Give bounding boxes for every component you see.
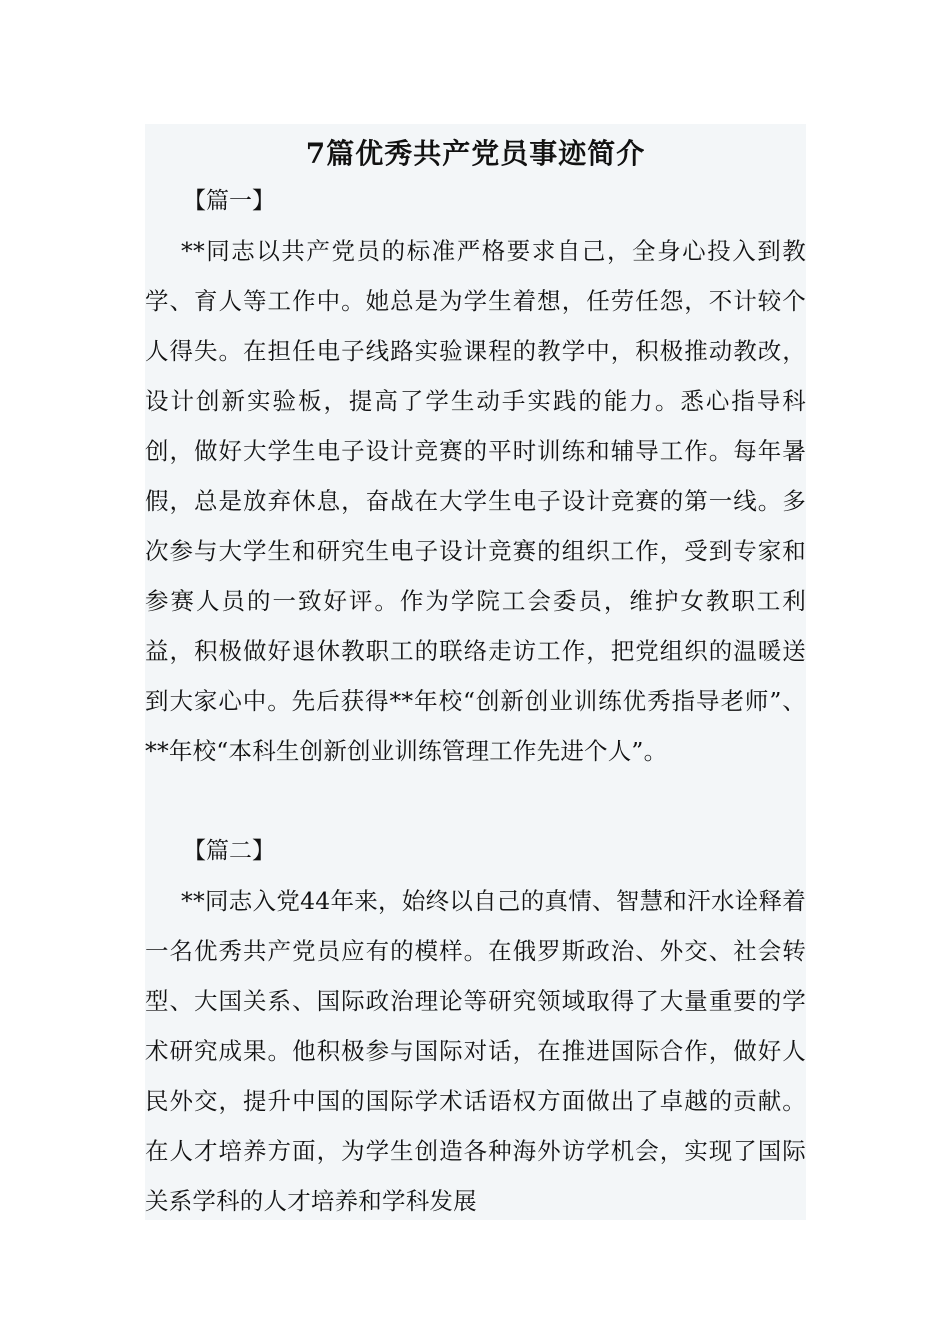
document-page [145, 124, 806, 1220]
section-body: **同志入党44年来，始终以自己的真情、智慧和汗水诠释着一名优秀共产党员应有的模样。在俄罗斯政治、外交、社会转型、大国关系、国际政治理论等研究领域取得了大量重要的学术研究成果。他积极参与国际对话，在推进国际合作，做好人民外交，提升中国的国际学术话语权方面做出了卓越的贡献。在人才培养方面，为学生创造各种海外访学机会，实现了国际关系学科的人才培养和学科发展 [145, 887, 806, 1215]
section-one [145, 176, 806, 776]
section-body: **同志以共产党员的标准严格要求自己，全身心投入到教学、育人等工作中。她总是为学生着想，任劳任怨，不计较个人得失。在担任电子线路实验课程的教学中，积极推动教改，设计创新实验板，提高了学生动手实践的能力。悉心指导科创，做好大学生电子设计竞赛的平时训练和辅导工作。每年暑假，总是放弃休息，奋战在大学生电子设计竞赛的第一线。多次参与大学生和研究生电子设计竞赛的组织工作，受到专家和参赛人员的一致好评。作为学院工会委员，维护女教职工利益，积极做好退休教职工的联络走访工作，把党组织的温暖送到大家心中。先后获得**年校“创新创业训练优秀指导老师”、**年校“本科生创新创业训练管理工作先进个人”。 [145, 237, 806, 765]
document-title: 7篇优秀共产党员事迹简介 [305, 137, 646, 170]
section-two [145, 826, 806, 1220]
section-heading: 【篇一】 [183, 188, 275, 214]
section-heading: 【篇二】 [183, 838, 275, 864]
